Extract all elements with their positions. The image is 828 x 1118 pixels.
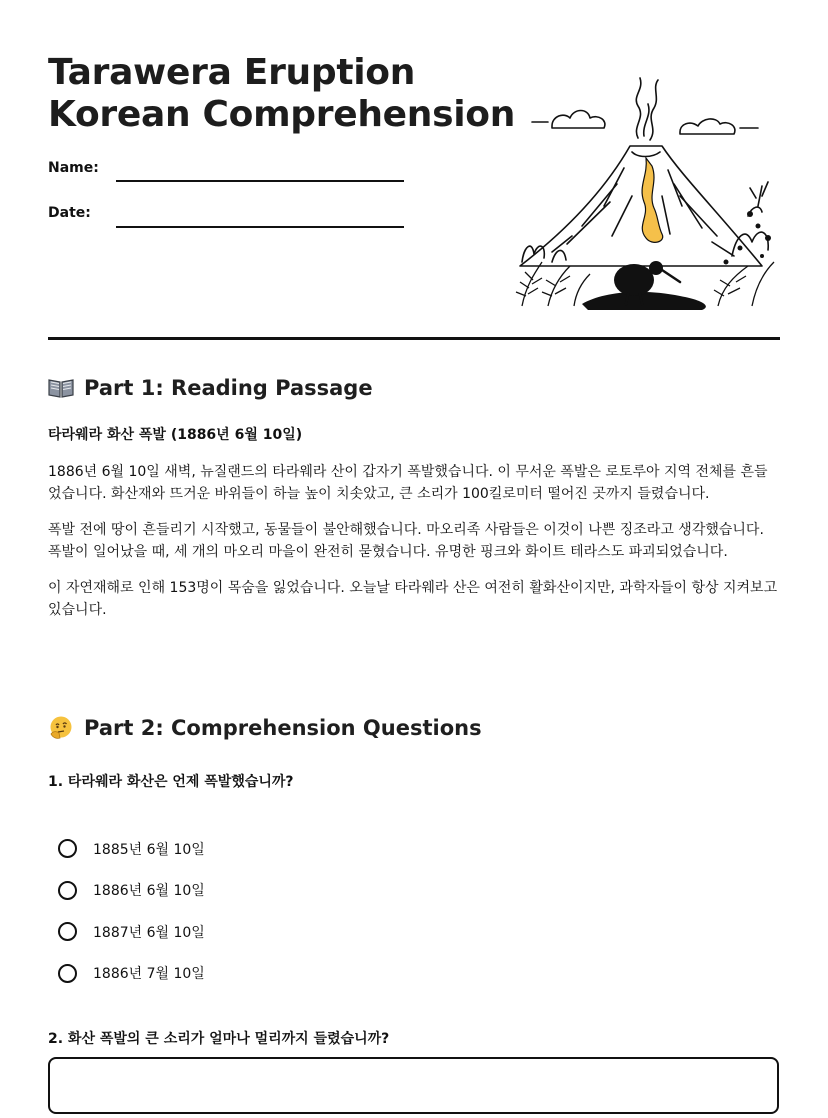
cloud-right: [680, 119, 735, 134]
part2-heading: [48, 716, 482, 740]
option-label: 1886년 6월 10일: [93, 883, 205, 900]
radio-button[interactable]: [58, 839, 77, 858]
part1-title: Part 1: Reading Passage: [84, 376, 373, 400]
radio-button[interactable]: [58, 922, 77, 941]
option-3[interactable]: [58, 911, 205, 953]
smoke-plume: [636, 78, 641, 138]
volcano-kiwi-illustration: [512, 66, 782, 316]
part2-title: Part 2: Comprehension Questions: [84, 716, 482, 740]
radio-button[interactable]: [58, 881, 77, 900]
question-2-answer-field[interactable]: [48, 1057, 779, 1114]
option-1[interactable]: [58, 828, 205, 870]
name-field[interactable]: [116, 180, 404, 182]
passage-paragraph: 이 자연재해로 인해 153명이 목숨을 잃었습니다. 오늘날 타라웨라 산은 여전히 활화산이지만, 과학자들이 항상 지켜보고 있습니다.: [48, 579, 778, 618]
part1-heading: [48, 376, 373, 400]
passage-paragraph: 1886년 6월 10일 새벽, 뉴질랜드의 타라웨라 산이 갑자기 폭발했습니다. 이 무서운 폭발은 로토루아 지역 전체를 흔들었습니다. 화산재와 뜨거운 바위들이 하늘 높이 치솟았고, 큰 소리가 100킬로미터 떨어진 곳까지 들렸습니다.: [48, 463, 768, 502]
question-1: 1. 타라웨라 화산은 언제 폭발했습니까?: [48, 774, 294, 790]
cloud-left: [552, 111, 605, 129]
date-field[interactable]: [116, 226, 404, 228]
option-label: 1885년 6월 10일: [93, 841, 205, 858]
name-label: Name:: [48, 160, 99, 176]
date-label: Date:: [48, 205, 91, 221]
question-2: 2. 화산 폭발의 큰 소리가 얼마나 멀리까지 들렸습니까?: [48, 1031, 390, 1047]
header-divider: [48, 337, 780, 340]
option-label: 1886년 7월 10일: [93, 966, 205, 983]
open-book-icon: [48, 376, 74, 400]
option-2[interactable]: [58, 870, 205, 912]
title-line-1: Tarawera Eruption: [48, 52, 416, 93]
reading-passage: [48, 424, 780, 635]
option-4[interactable]: [58, 953, 205, 995]
ground: [582, 292, 706, 310]
radio-button[interactable]: [58, 964, 77, 983]
title-line-2: Korean Comprehension: [48, 94, 516, 135]
worksheet-header: [0, 0, 828, 340]
question-1-options: [58, 828, 205, 994]
option-label: 1887년 6월 10일: [93, 924, 205, 941]
passage-title: 타라웨라 화산 폭발 (1886년 6월 10일): [48, 427, 303, 443]
passage-paragraph: 폭발 전에 땅이 흔들리기 시작했고, 동물들이 불안해했습니다. 마오리족 사람들은 이것이 나쁜 징조라고 생각했습니다. 폭발이 일어났을 때, 세 개의 마오리 마을이 완전히 묻혔습니다. 유명한 핑크와 화이트 테라스도 파괴되었습니다.: [48, 521, 764, 560]
worksheet-title: [48, 52, 515, 136]
thinking-face-icon: [48, 716, 74, 740]
